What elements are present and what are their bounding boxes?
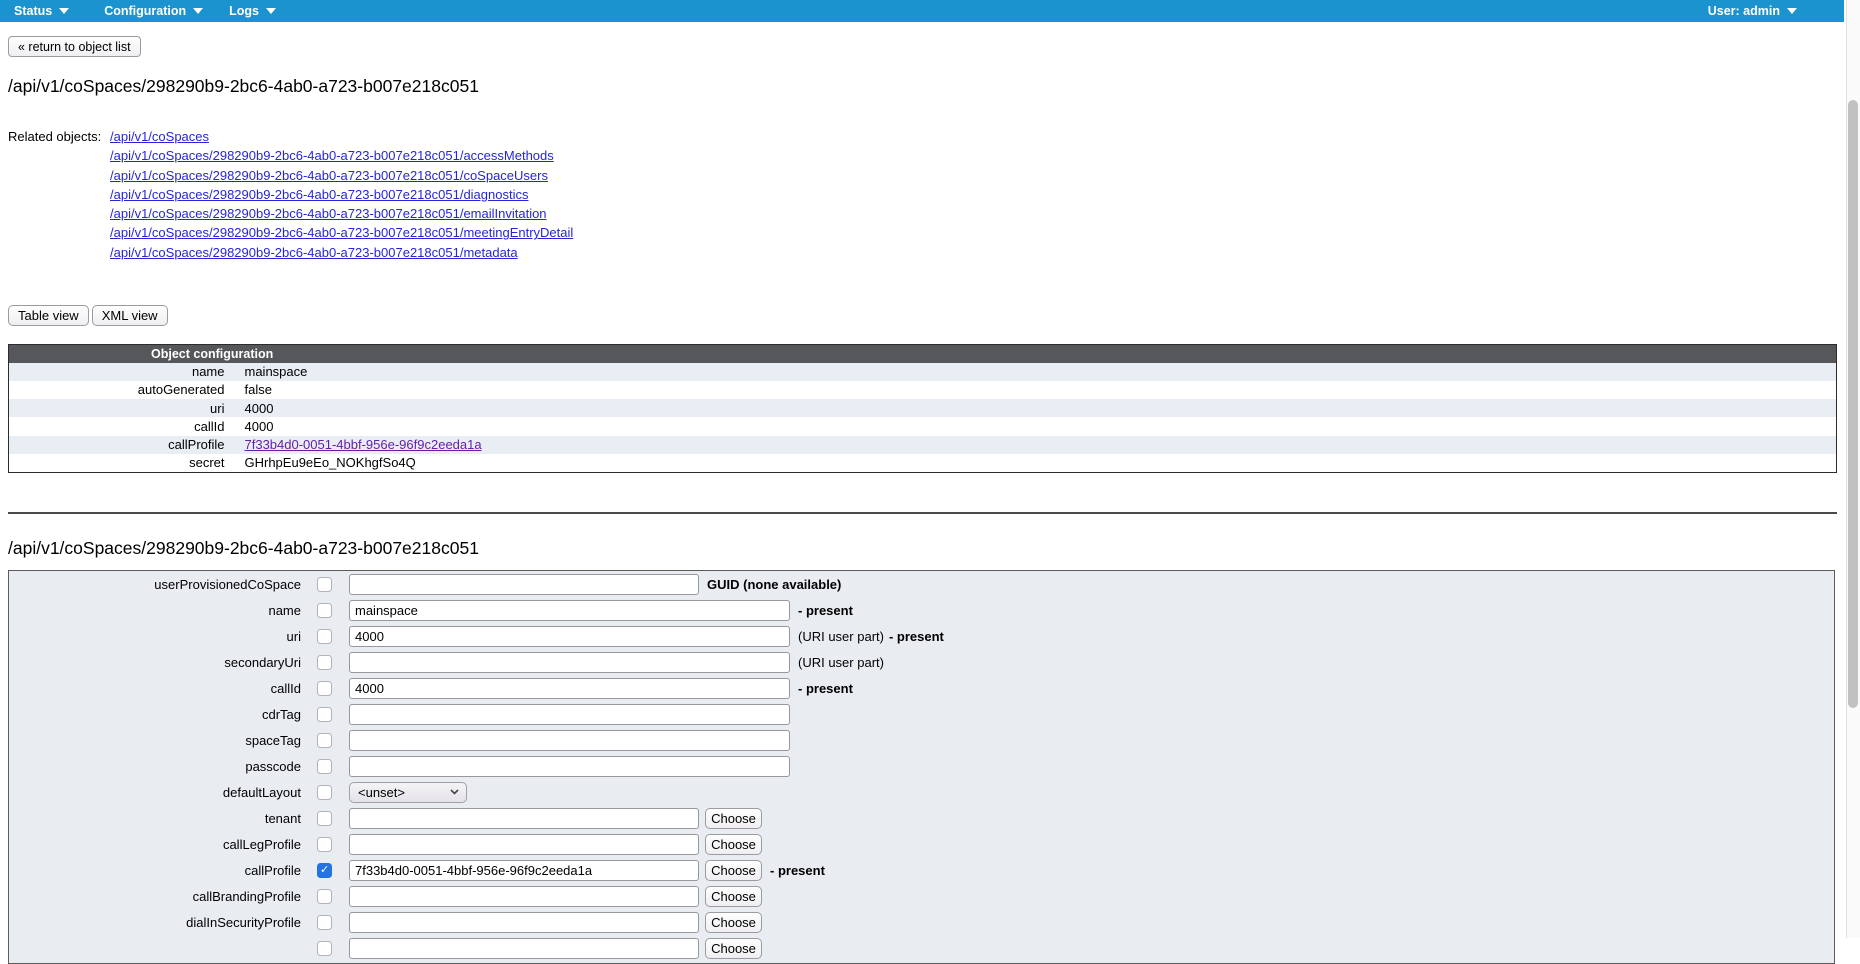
field-label: callId (270, 680, 301, 696)
table-row (9, 399, 1837, 417)
field-widget (349, 860, 762, 881)
table-row-label: uri (210, 400, 225, 416)
form-row (9, 649, 1834, 675)
field-checkbox[interactable] (317, 629, 332, 644)
field-checkbox[interactable] (317, 941, 332, 956)
user-menu[interactable] (1708, 0, 1797, 22)
form-row (9, 571, 1834, 597)
table-row-label: callProfile (168, 437, 225, 453)
scrollbar-track[interactable] (1846, 0, 1860, 938)
field-widget (349, 626, 790, 647)
table-row-label: secret (189, 455, 225, 471)
field-status: - present (888, 628, 944, 644)
field-checkbox[interactable] (317, 733, 332, 748)
nav-menu-label: Logs (229, 4, 259, 18)
table-row-value: false (244, 382, 272, 398)
cdrTag-input[interactable] (349, 704, 790, 725)
field-status: - present (798, 602, 853, 618)
table-row (9, 381, 1837, 399)
form-row (9, 597, 1834, 623)
related-object-link[interactable]: /api/v1/coSpaces/298290b9-2bc6-4ab0-a723-b007e218c051/emailInvitation (110, 206, 547, 222)
field-checkbox[interactable] (317, 655, 332, 670)
field-widget (349, 912, 762, 933)
form-row (9, 675, 1834, 701)
field-label: secondaryUri (224, 654, 301, 670)
table-row-value: mainspace (244, 364, 308, 380)
field-checkbox[interactable] (317, 811, 332, 826)
field-widget (349, 600, 790, 621)
top-navbar (0, 0, 1844, 22)
field-label: spaceTag (245, 732, 301, 748)
chevron-down-icon (59, 8, 69, 14)
field-checkbox[interactable] (317, 681, 332, 696)
field-checkbox[interactable] (317, 577, 332, 592)
nav-menu-logs[interactable] (229, 4, 276, 18)
field-checkbox[interactable] (317, 785, 332, 800)
table-row (9, 436, 1837, 454)
related-objects-label: Related objects: (8, 129, 102, 144)
section-divider (8, 512, 1837, 514)
dialInSecurityProfile-input[interactable] (349, 912, 699, 933)
related-object-link[interactable]: /api/v1/coSpaces/298290b9-2bc6-4ab0-a723-b007e218c051/metadata (110, 244, 518, 260)
nav-menu-label: Configuration (104, 4, 187, 18)
field-widget (349, 574, 699, 595)
field-status: - present (770, 862, 825, 878)
page-title: /api/v1/coSpaces/298290b9-2bc6-4ab0-a723-b007e218c051 (8, 76, 479, 96)
table-row (9, 363, 1837, 381)
scrollbar-thumb[interactable] (1848, 100, 1858, 708)
callProfile-input[interactable] (349, 860, 699, 881)
field-input[interactable] (349, 938, 699, 959)
field-label: cdrTag (261, 706, 301, 722)
field-label: name (268, 602, 301, 618)
nav-menu-configuration[interactable] (104, 4, 203, 18)
table-row-value: GHrhpEu9eEo_NOKhgfSo4Q (244, 455, 416, 471)
field-widget (349, 704, 790, 725)
table-row-value: 4000 (244, 400, 274, 416)
passcode-input[interactable] (349, 756, 790, 777)
view-buttons (8, 305, 168, 326)
form-row (9, 701, 1834, 727)
related-objects (8, 127, 573, 262)
choose-button[interactable]: Choose (705, 938, 762, 959)
form-row (9, 883, 1834, 909)
field-label: userProvisionedCoSpace (154, 576, 301, 592)
table-row-label: name (191, 364, 225, 380)
field-label: callLegProfile (222, 836, 301, 852)
table-view-button[interactable]: Table view (8, 305, 89, 326)
table-row (9, 417, 1837, 435)
field-checkbox[interactable] (317, 889, 332, 904)
related-links-list (110, 127, 573, 262)
object-configuration-header: Object configuration (9, 345, 1837, 363)
field-status: GUID (none available) (707, 576, 842, 592)
table-row (9, 454, 1837, 472)
form-row (9, 909, 1834, 935)
field-widget (349, 678, 790, 699)
field-label: callProfile (244, 862, 301, 878)
form-section-title: /api/v1/coSpaces/298290b9-2bc6-4ab0-a723-b007e218c051 (8, 538, 479, 558)
field-checkbox[interactable] (317, 759, 332, 774)
callLegProfile-input[interactable] (349, 834, 699, 855)
related-object-link[interactable]: /api/v1/coSpaces/298290b9-2bc6-4ab0-a723-b007e218c051/coSpaceUsers (110, 167, 548, 183)
chevron-down-icon (266, 8, 276, 14)
callProfile-link[interactable]: 7f33b4d0-0051-4bbf-956e-96f9c2eeda1a (244, 437, 482, 453)
userProvisionedCoSpace-input[interactable] (349, 574, 699, 595)
form-row (9, 805, 1834, 831)
field-widget (349, 782, 467, 803)
chevron-down-icon (450, 789, 459, 795)
form-row (9, 857, 1834, 883)
callBrandingProfile-input[interactable] (349, 886, 699, 907)
field-hint: (URI user part) (798, 654, 884, 670)
object-configuration-table (8, 344, 1837, 473)
tenant-input[interactable] (349, 808, 699, 829)
field-status: - present (798, 680, 853, 696)
related-object-link[interactable]: /api/v1/coSpaces/298290b9-2bc6-4ab0-a723-b007e218c051/meetingEntryDetail (110, 225, 574, 241)
form-row (9, 935, 1834, 961)
user-menu-label: User: admin (1707, 4, 1780, 18)
field-checkbox[interactable] (317, 603, 332, 618)
field-label: callBrandingProfile (192, 888, 301, 904)
field-widget (349, 834, 762, 855)
form-row (9, 831, 1834, 857)
field-widget (349, 730, 790, 751)
nav-menu-group (0, 0, 276, 22)
field-widget (349, 652, 790, 673)
table-row-label: autoGenerated (137, 382, 225, 398)
nav-menu-label: Status (14, 4, 53, 18)
field-checkbox[interactable] (317, 863, 332, 878)
form-row (9, 753, 1834, 779)
spaceTag-input[interactable] (349, 730, 790, 751)
field-widget (349, 938, 762, 959)
name-input[interactable] (349, 600, 790, 621)
secondaryUri-input[interactable] (349, 652, 790, 673)
field-checkbox[interactable] (317, 707, 332, 722)
uri-input[interactable] (349, 626, 790, 647)
defaultLayout-select[interactable] (349, 782, 467, 803)
select-value: <unset> (358, 784, 405, 800)
field-hint: (URI user part) (798, 628, 884, 644)
table-row-value (231, 436, 1837, 454)
table-row-label: callId (194, 419, 225, 435)
field-widget (349, 756, 790, 777)
dialInSecurityProfile-choose-button[interactable]: Choose (705, 912, 762, 933)
edit-form-panel (8, 570, 1835, 964)
return-to-object-list-button[interactable]: « return to object list (8, 36, 141, 57)
chevron-down-icon (1787, 8, 1797, 14)
related-object-link[interactable]: /api/v1/coSpaces/298290b9-2bc6-4ab0-a723-b007e218c051/accessMethods (110, 148, 554, 164)
form-row (9, 779, 1834, 805)
xml-view-button[interactable]: XML view (92, 305, 168, 326)
callLegProfile-choose-button[interactable]: Choose (705, 834, 762, 855)
form-row (9, 623, 1834, 649)
related-object-link[interactable]: /api/v1/coSpaces (110, 129, 210, 144)
field-label: defaultLayout (222, 784, 301, 800)
field-widget (349, 808, 762, 829)
field-checkbox[interactable] (317, 915, 332, 930)
related-object-link[interactable]: /api/v1/coSpaces/298290b9-2bc6-4ab0-a723-b007e218c051/diagnostics (110, 186, 529, 202)
field-widget (349, 886, 762, 907)
field-label: passcode (245, 758, 301, 774)
callBrandingProfile-choose-button[interactable]: Choose (705, 886, 762, 907)
field-label: tenant (264, 810, 301, 826)
field-label: dialInSecurityProfile (186, 914, 301, 930)
callProfile-choose-button[interactable]: Choose (705, 860, 762, 881)
form-row (9, 727, 1834, 753)
nav-menu-status[interactable] (14, 4, 69, 18)
field-label: uri (286, 628, 301, 644)
callId-input[interactable] (349, 678, 790, 699)
field-checkbox[interactable] (317, 837, 332, 852)
tenant-choose-button[interactable]: Choose (705, 808, 762, 829)
table-row-value: 4000 (244, 419, 274, 435)
chevron-down-icon (193, 8, 203, 14)
